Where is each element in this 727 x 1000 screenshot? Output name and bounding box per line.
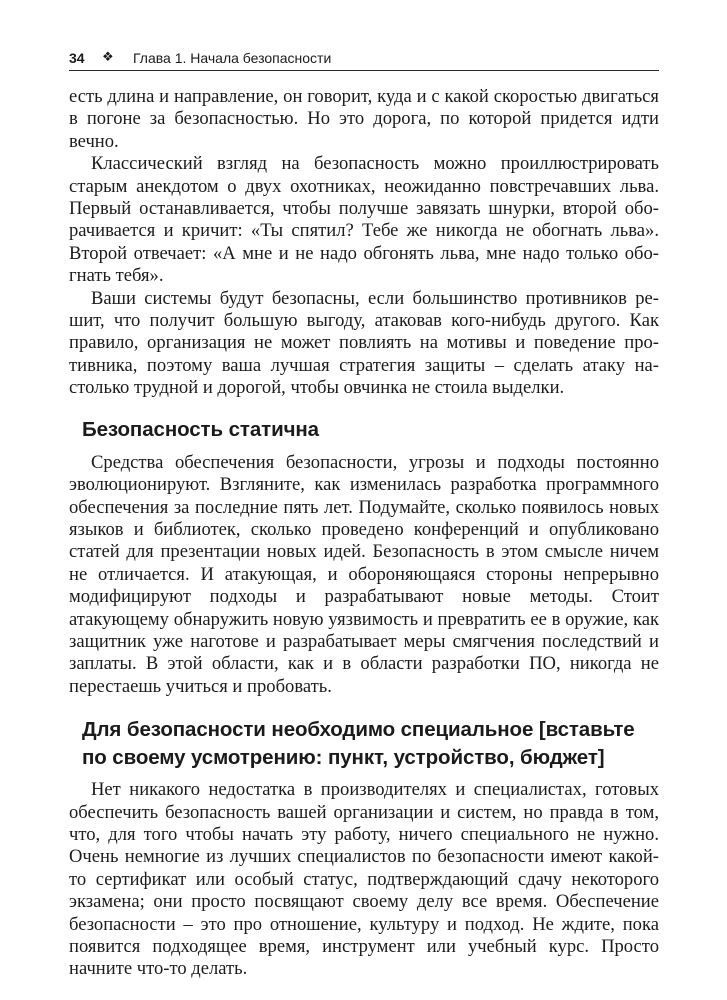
paragraph-adversaries: Ваши системы будут безопасны, если большинство противников решит, что получит большую выгоду, атаковав кого-нибудь другого. Как правило, организация не может повлиять на мотивы и поведение противника, поэтому ваша лучшая стратегия защиты – сделать атаку настолько трудной и дорогой, чтобы овчинка не стоила выделки.	[69, 287, 659, 399]
ornament-icon: ❖	[102, 49, 114, 64]
section-heading-line-2: по своему усмотрению: пункт, устройство, бюджет]	[82, 746, 605, 770]
section-heading-line-1: Для безопасности необходимо специальное [вставьте	[82, 718, 635, 742]
section-heading-static-security: Безопасность статична	[82, 417, 319, 441]
paragraph-continued: есть длина и направление, он говорит, куда и с какой скоростью двигаться в погоне за безопасностью. Но это дорога, по которой придется идти вечно.	[69, 86, 659, 152]
chapter-title: Глава 1. Начала безопасности	[133, 50, 332, 66]
paragraph-hunters-anecdote: Классический взгляд на безопасность можно проиллюстрировать старым анекдотом о двух охотниках, неожиданно повстречавших льва. Первый останавливается, чтобы получше завязать шнурки, второй оборачивается и кричит: «Ты спятил? Тебе же никогда не обогнать льва». Второй отвечает: «А мне и не надо обгонять льва, мне надо только обогнать тебя».	[69, 153, 659, 287]
running-header	[69, 48, 659, 71]
page-number: 34	[69, 50, 85, 66]
section-heading-special-requirements	[82, 716, 659, 772]
paragraph-static-security: Средства обеспечения безопасности, угрозы и подходы постоянно эволюционируют. Взгляните, как изменилась разработка программного обеспечения за последние пять лет. Подумайте, сколько появилось новых языков и библиотек, сколько проведено конференций и опубликовано статей для презентации новых идей. Безопасность в этом смысле ничем не отличается. И атакующая, и обороняющаяся стороны непрерывно модифицируют подходы и разрабатывают новые методы. Стоит атакующему обнаружить новую уязвимость и превратить ее в оружие, как защитник уже наготове и разрабатывает меры смягчения последствий и заплаты. В этой области, как и в области разработки ПО, никогда не перестаешь учиться и пробовать.	[69, 451, 659, 697]
page-body	[69, 86, 659, 981]
paragraph-special-requirements: Нет никакого недостатка в производителях и специалистах, готовых обеспечить безопасность вашей организации и систем, но правда в том, что, для того чтобы начать эту работу, ничего специального не нужно. Очень немногие из лучших специалистов по безопасности имеют какой-то сертификат или особый статус, подтверждающий сдачу некоторого экзамена; они просто посвящают своему делу все время. Обеспечение безопасности – это про отношение, культуру и подход. Не ждите, пока появится подходящее время, инструмент или учебный курс. Просто начните что-то делать.	[69, 779, 659, 980]
